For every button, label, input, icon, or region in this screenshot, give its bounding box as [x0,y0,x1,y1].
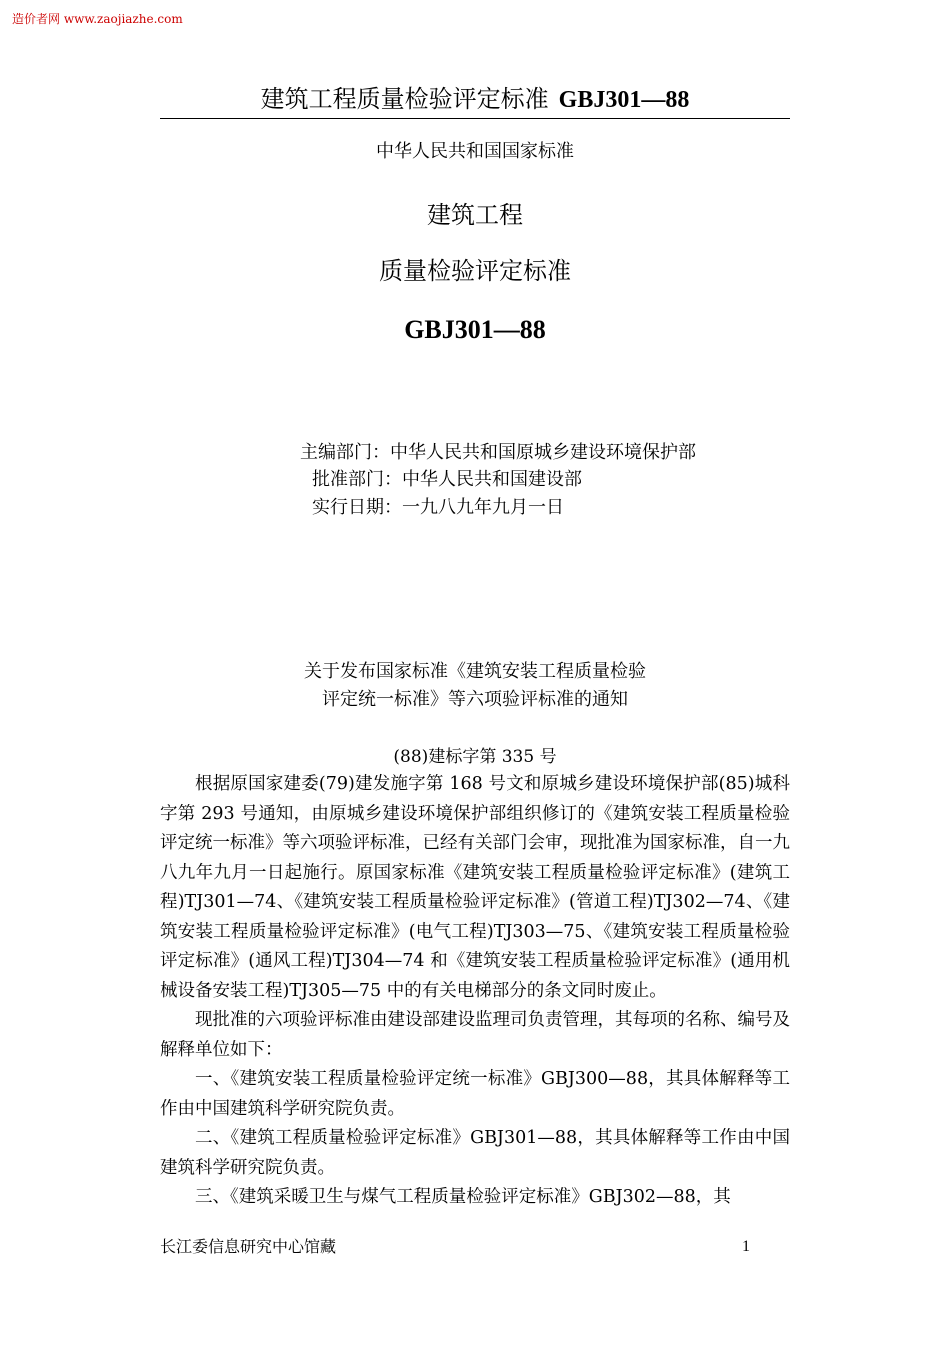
cover-code: GBJ301—88 [404,315,546,344]
running-header [160,84,790,115]
footer-library: 长江委信息研究中心馆藏 [160,1237,337,1256]
cover-subtitle: 中华人民共和国国家标准 [376,141,574,162]
notice-body [160,770,790,1213]
body-paragraph: 一、《建筑安装工程质量检验评定统一标准》GBJ300—88，其具体解释等工作由中国建筑科学研究院负责。 [160,1069,790,1119]
body-paragraph: 根据原国家建委(79)建发施字第 168 号文和原城乡建设环境保护部(85)城科字第 293 号通知，由原城乡建设环境保护部组织修订的《建筑安装工程质量检验评定统一标准》等六项验评标准，已经有关部门会审，现批准为国家标准，自一九八九年九月一日起施行。原国家标准《建筑安装工程质量检验评定标准》(建筑工程)TJ301—74、《建筑安装工程质量检验评定标准》(管道工程)TJ302—74、《建筑安装工程质量检验评定标准》(电气工程)TJ303—75、《建筑安装工程质量检验评定标准》(通风工程)TJ304—74 和《建筑安装工程质量检验评定标准》(通用机械设备安装工程)TJ305—75 中的有关电梯部分的条文同时废止。 [160,774,790,1001]
cover-title-line2: 质量检验评定标准 [379,257,571,285]
notice-title-line2: 评定统一标准》等六项验评标准的通知 [322,689,628,710]
meta-approver: 批准部门：中华人民共和国建设部 [312,469,582,490]
header-code: GBJ301—88 [558,87,690,113]
header-title: 建筑工程质量检验评定标准 [260,85,549,113]
meta-editor: 主编部门：中华人民共和国原城乡建设环境保护部 [300,442,696,463]
watermark: 造价者网 www.zaojiazhe.com [12,12,183,26]
body-paragraph: 现批准的六项验评标准由建设部建设监理司负责管理，其每项的名称、编号及解释单位如下： [160,1010,790,1060]
body-paragraph: 二、《建筑工程质量检验评定标准》GBJ301—88，其具体解释等工作由中国建筑科学研究院负责。 [160,1128,790,1178]
cover-title-line1: 建筑工程 [427,201,523,229]
header-divider [160,118,790,119]
body-paragraph: 三、《建筑采暖卫生与煤气工程质量检验评定标准》GBJ302—88，其 [195,1187,731,1207]
meta-effective-date: 实行日期：一九八九年九月一日 [312,497,564,518]
notice-doc-number: (88)建标字第 335 号 [393,747,557,767]
notice-title-line1: 关于发布国家标准《建筑安装工程质量检验 [304,661,646,682]
page-number: 1 [742,1238,750,1255]
